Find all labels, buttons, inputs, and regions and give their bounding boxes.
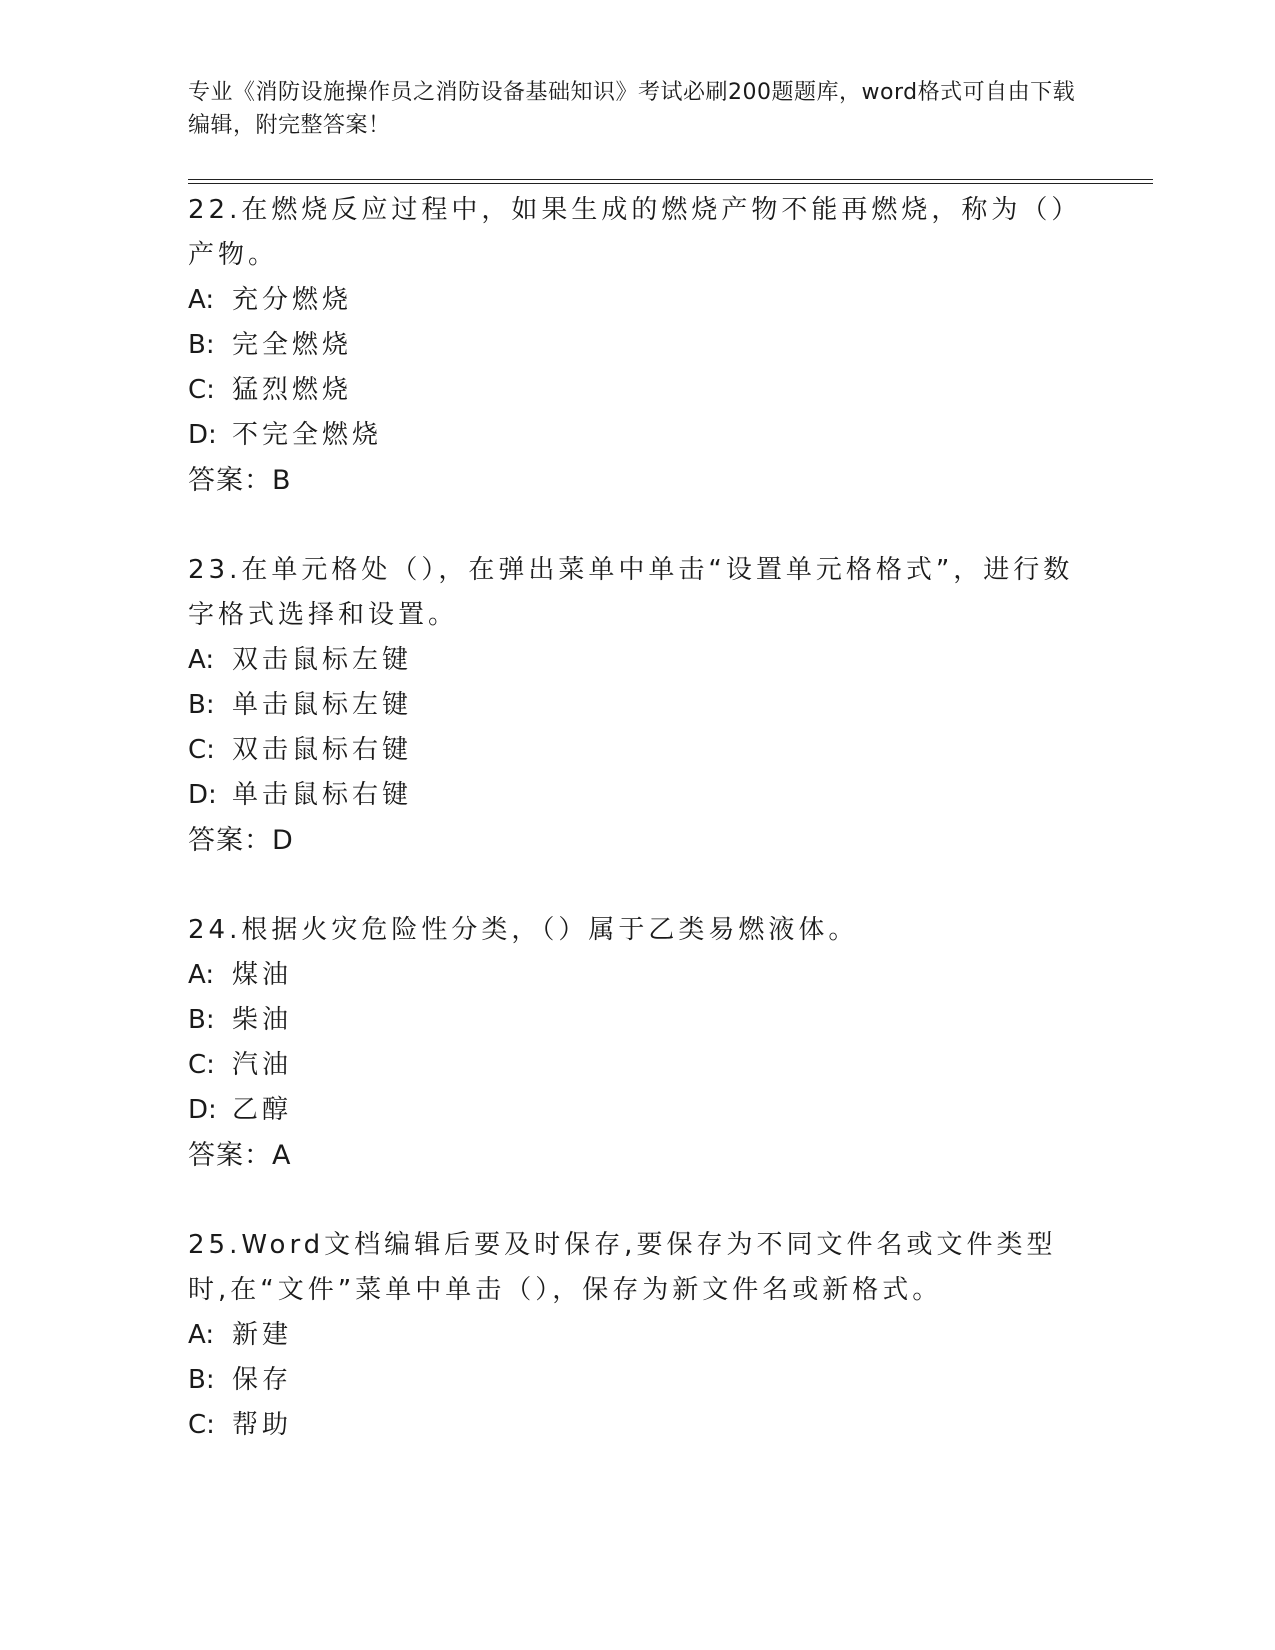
option-text: 汽油 <box>232 1050 293 1080</box>
option-b <box>188 323 1088 368</box>
option-key: C: <box>188 375 215 405</box>
option-d <box>188 773 1088 818</box>
option-text: 完全燃烧 <box>232 330 353 360</box>
header-divider-bottom <box>188 183 1153 184</box>
option-a <box>188 1313 1088 1358</box>
option-c <box>188 1403 1088 1448</box>
option-b <box>188 683 1088 728</box>
option-key: A: <box>188 1320 215 1350</box>
option-d <box>188 413 1088 458</box>
option-c <box>188 1043 1088 1088</box>
option-text: 煤油 <box>232 960 293 990</box>
option-key: A: <box>188 960 215 990</box>
option-key: B: <box>188 690 215 720</box>
option-text: 单击鼠标左键 <box>232 690 413 720</box>
option-key: A: <box>188 645 215 675</box>
option-key: A: <box>188 285 215 315</box>
answer-line: 答案：D <box>188 825 294 856</box>
option-key: D: <box>188 1095 217 1125</box>
option-a <box>188 638 1088 683</box>
option-text: 充分燃烧 <box>232 285 353 315</box>
question-stem: 22.在燃烧反应过程中，如果生成的燃烧产物不能再燃烧，称为（）产物。 <box>188 195 1082 270</box>
question-stem: 24.根据火灾危险性分类，（）属于乙类易燃液体。 <box>188 915 859 945</box>
question-24 <box>188 908 1088 1178</box>
header-divider-top <box>188 179 1153 180</box>
option-text: 柴油 <box>232 1005 293 1035</box>
answer-line: 答案：A <box>188 1140 292 1171</box>
option-key: C: <box>188 735 215 765</box>
option-key: C: <box>188 1050 215 1080</box>
option-b <box>188 1358 1088 1403</box>
option-text: 不完全燃烧 <box>232 420 383 450</box>
answer-line: 答案：B <box>188 465 292 496</box>
question-22 <box>188 188 1088 503</box>
option-key: D: <box>188 420 217 450</box>
option-key: D: <box>188 780 217 810</box>
option-key: C: <box>188 1410 215 1440</box>
option-a <box>188 278 1088 323</box>
option-c <box>188 368 1088 413</box>
option-text: 保存 <box>232 1365 293 1395</box>
document-header: 专业《消防设施操作员之消防设备基础知识》考试必刷200题题库，word格式可自由下载编辑，附完整答案！ <box>188 80 1076 138</box>
option-text: 帮助 <box>232 1410 293 1440</box>
option-text: 乙醇 <box>232 1095 293 1125</box>
option-key: B: <box>188 330 215 360</box>
option-text: 新建 <box>232 1320 293 1350</box>
option-d <box>188 1088 1088 1133</box>
option-key: B: <box>188 1005 215 1035</box>
option-key: B: <box>188 1365 215 1395</box>
question-25 <box>188 1223 1088 1448</box>
option-a <box>188 953 1088 998</box>
option-text: 单击鼠标右键 <box>232 780 413 810</box>
option-text: 双击鼠标右键 <box>232 735 413 765</box>
option-c <box>188 728 1088 773</box>
question-23 <box>188 548 1088 863</box>
option-b <box>188 998 1088 1043</box>
question-stem: 23.在单元格处（），在弹出菜单中单击“设置单元格格式”，进行数字格式选择和设置。 <box>188 555 1074 630</box>
question-stem: 25.Word文档编辑后要及时保存,要保存为不同文件名或文件类型时,在“文件”菜单中单击（），保存为新文件名或新格式。 <box>188 1230 1057 1305</box>
option-text: 猛烈燃烧 <box>232 375 353 405</box>
option-text: 双击鼠标左键 <box>232 645 413 675</box>
